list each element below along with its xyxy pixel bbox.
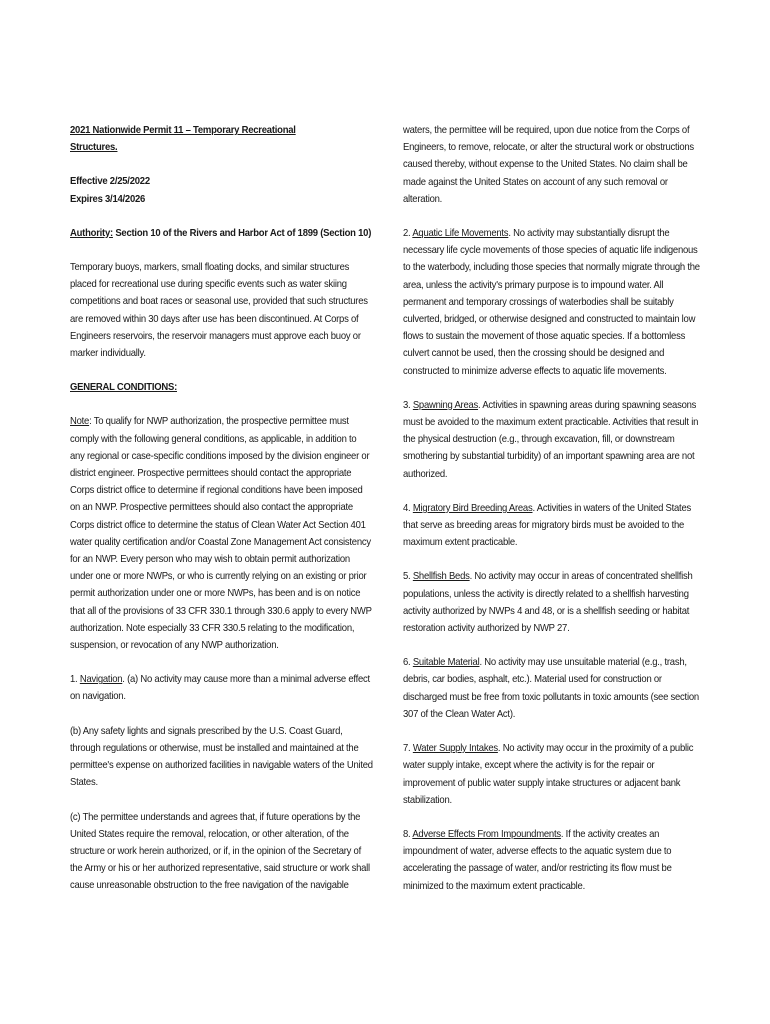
condition-number: 4. bbox=[403, 502, 413, 514]
condition-text: . If the activity creates an impoundment of water, adverse effects to the aquatic system due to accelerating the passage of water, and/or restricting its flow must be minimized to the maximum extent practicable. bbox=[403, 828, 672, 892]
right-column bbox=[403, 122, 699, 895]
title-line-1: 2021 Nationwide Permit 11 – Temporary Recreational bbox=[70, 125, 296, 136]
condition-label: Water Supply Intakes bbox=[412, 743, 498, 755]
condition-label: Suitable Material bbox=[412, 657, 480, 669]
left-column bbox=[70, 122, 372, 895]
condition-3-spawning bbox=[403, 397, 700, 483]
condition-text: . No activity may use unsuitable material (e.g., trash, debris, car bodies, asphalt, etc.). Material used for construction or discharged must be free from toxic pollutants in toxic amounts (see section 307 of the Clean Water Act). bbox=[403, 657, 699, 720]
condition-label: Shellfish Beds bbox=[412, 571, 470, 583]
condition-label: Adverse Effects From Impoundments bbox=[412, 828, 561, 840]
condition-4-migratory-birds bbox=[403, 500, 700, 552]
condition-number: 6. bbox=[403, 657, 413, 669]
intro-paragraph: Temporary buoys, markers, small floating docks, and similar structures placed for recreational use during specific events such as water skiing competitions and boat races or seasonal use, provided that such structures are removed within 30 days after use has been discontinued. At Corps of Engineers reservoirs, the reservoir managers must approve each buoy or marker individually. bbox=[70, 262, 368, 360]
dates-block bbox=[70, 173, 373, 207]
condition-label: Migratory Bird Breeding Areas bbox=[412, 502, 533, 514]
authority-text: Section 10 of the Rivers and Harbor Act of 1899 (Section 10) bbox=[112, 227, 372, 239]
condition-number: 5. bbox=[403, 571, 413, 583]
condition-number: 1. bbox=[70, 674, 80, 686]
condition-number: 7. bbox=[403, 743, 413, 755]
condition-2-aquatic-life bbox=[403, 225, 700, 380]
condition-text: . Activities in waters of the United States that serve as breeding areas for migratory birds must be avoided to the maximum extent practicable. bbox=[403, 502, 692, 549]
condition-1c-continued: waters, the permittee will be required, upon due notice from the Corps of Engineers, to remove, relocate, or alter the structural work or obstructions caused thereby, without expense to the United States. No claim shall be made against the United States on account of any such removal or alteration. bbox=[403, 125, 694, 205]
note-text: : To qualify for NWP authorization, the prospective permittee must comply with the following general conditions, as applicable, in addition to any regional or case-specific conditions imposed by the division engineer or district engineer. Prospective permittees should contact the appropriate Corps district office to determine if regional conditions have been imposed on an NWP. Prospective permittees should also contact the appropriate Corps district office to determine the status of Clean Water Act Section 401 water quality certification and/or Coastal Zone Management Act consistency for an NWP. Every person who may wish to obtain permit authorization under one or more NWPs, or who is currently relying on an existing or prior permit authorization under one or more NWPs, has been and is on notice that all of the provisions of 33 CFR 330.1 through 330.6 apply to every NWP authorization. Note especially 33 CFR 330.5 relating to the modification, suspension, or revocation of any NWP authorization. bbox=[70, 416, 372, 652]
condition-number: 2. bbox=[403, 228, 413, 240]
condition-text: . No activity may occur in areas of concentrated shellfish populations, unless the activity is directly related to a shellfish harvesting activity authorized by NWPs 4 and 48, or is a shellfish seeding or habitat restoration activity authorized by NWP 27. bbox=[403, 571, 693, 635]
condition-text: . No activity may substantially disrupt the necessary life cycle movements of those species of aquatic life indigenous to the waterbody, including those species that normally migrate through the area, unless the activity's primary purpose is to impound water. All permanent and temporary crossings of waterbodies shall be suitably culverted, bridged, or otherwise designed and constructed to maintain low flows to sustain the movement of those aquatic species. If a bottomless culvert cannot be used, then the crossing should be designed and constructed to minimize adverse effects to aquatic life movements. bbox=[403, 228, 700, 377]
condition-label: Spawning Areas bbox=[412, 399, 479, 411]
title-line-2: Structures. bbox=[70, 142, 118, 154]
condition-5-shellfish bbox=[403, 568, 700, 637]
condition-1b-paragraph: (b) Any safety lights and signals prescribed by the U.S. Coast Guard, through regulations or otherwise, must be installed and maintained at the permittee's expense on authorized facilities in navigable waters of the United States. bbox=[70, 725, 373, 789]
effective-date: Effective 2/25/2022 bbox=[70, 176, 150, 188]
condition-1c-paragraph: (c) The permittee understands and agrees that, if future operations by the United States require the removal, relocation, or other alteration, of the structure or work herein authorized, or if, in the opinion of the Secretary of the Army or his or her authorized representative, said structure or work shall cause unreasonable obstruction to the free navigation of the navigable bbox=[70, 811, 370, 892]
condition-1-navigation bbox=[70, 671, 373, 705]
condition-text: . Activities in spawning areas during spawning seasons must be avoided to the maximum extent practicable. Activities that result in the physical destruction (e.g., through excavation, fill, or downstream smothering by substantial turbidity) of an important spawning area are not authorized. bbox=[403, 399, 699, 480]
condition-7-water-supply bbox=[403, 740, 700, 809]
condition-number: 3. bbox=[403, 399, 413, 411]
note-paragraph bbox=[70, 413, 373, 654]
condition-label: Navigation bbox=[79, 674, 123, 686]
document-title bbox=[70, 122, 373, 156]
condition-number: 8. bbox=[403, 828, 413, 840]
note-label: Note bbox=[70, 416, 90, 428]
condition-label: Aquatic Life Movements bbox=[412, 228, 509, 240]
condition-6-suitable-material bbox=[403, 654, 700, 723]
condition-8-impoundments bbox=[403, 826, 700, 895]
authority-label: Authority: bbox=[70, 227, 113, 239]
general-conditions-heading: GENERAL CONDITIONS: bbox=[70, 382, 178, 394]
condition-text: . (a) No activity may cause more than a minimal adverse effect on navigation. bbox=[70, 674, 370, 703]
authority-paragraph bbox=[70, 225, 373, 242]
condition-text: . No activity may occur in the proximity of a public water supply intake, except where the activity is for the repair or improvement of public water supply intake structures or adjacent bank stabilization. bbox=[403, 743, 694, 806]
expires-date: Expires 3/14/2026 bbox=[70, 193, 146, 205]
